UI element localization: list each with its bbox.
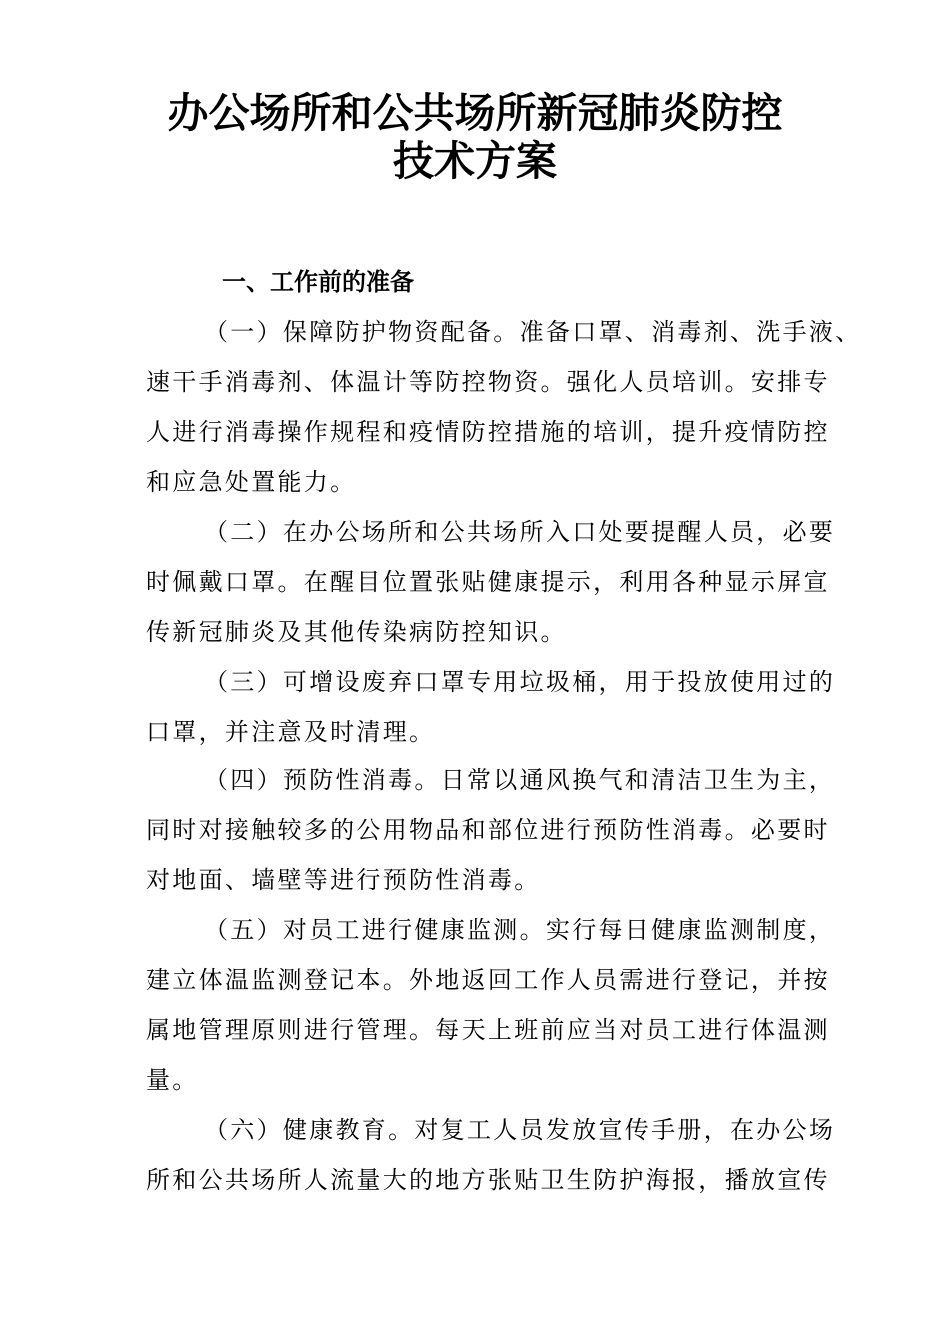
paragraph-line: 所和公共场所人流量大的地方张贴卫生防护海报，播放宣传 — [146, 1166, 830, 1194]
paragraph-line: 和应急处置能力。 — [146, 468, 357, 496]
paragraph-line: 同时对接触较多的公用物品和部位进行预防性消毒。必要时 — [146, 816, 830, 844]
paragraph-line: （三）可增设废弃口罩专用垃圾桶，用于投放使用过的 — [204, 668, 836, 696]
paragraph-line: 速干手消毒剂、体温计等防控物资。强化人员培训。安排专 — [146, 368, 830, 396]
paragraph-line: （一）保障防护物资配备。准备口罩、消毒剂、洗手液、 — [204, 318, 862, 346]
paragraph-line: （六）健康教育。对复工人员发放宣传手册，在办公场 — [204, 1116, 836, 1144]
paragraph-line: 人进行消毒操作规程和疫情防控措施的培训，提升疫情防控 — [146, 418, 830, 446]
document-title-line-1: 办公场所和公共场所新冠肺炎防控 — [167, 89, 783, 137]
paragraph-line: 传新冠肺炎及其他传染病防控知识。 — [146, 618, 567, 646]
paragraph-line: 建立体温监测登记本。外地返回工作人员需进行登记，并按 — [146, 966, 830, 994]
paragraph-line: 对地面、墙壁等进行预防性消毒。 — [146, 866, 541, 894]
paragraph-line: 属地管理原则进行管理。每天上班前应当对员工进行体温测 — [146, 1016, 830, 1044]
paragraph-line: （二）在办公场所和公共场所入口处要提醒人员，必要 — [204, 518, 836, 546]
paragraph-line: 口罩，并注意及时清理。 — [146, 718, 436, 746]
section-heading: 一、工作前的准备 — [222, 268, 414, 296]
document-title-line-2: 技术方案 — [393, 137, 557, 185]
paragraph-line: 时佩戴口罩。在醒目位置张贴健康提示，利用各种显示屏宣 — [146, 568, 830, 596]
paragraph-line: （五）对员工进行健康监测。实行每日健康监测制度， — [204, 916, 836, 944]
paragraph-line: 量。 — [146, 1066, 199, 1094]
paragraph-line: （四）预防性消毒。日常以通风换气和清洁卫生为主， — [204, 766, 836, 794]
